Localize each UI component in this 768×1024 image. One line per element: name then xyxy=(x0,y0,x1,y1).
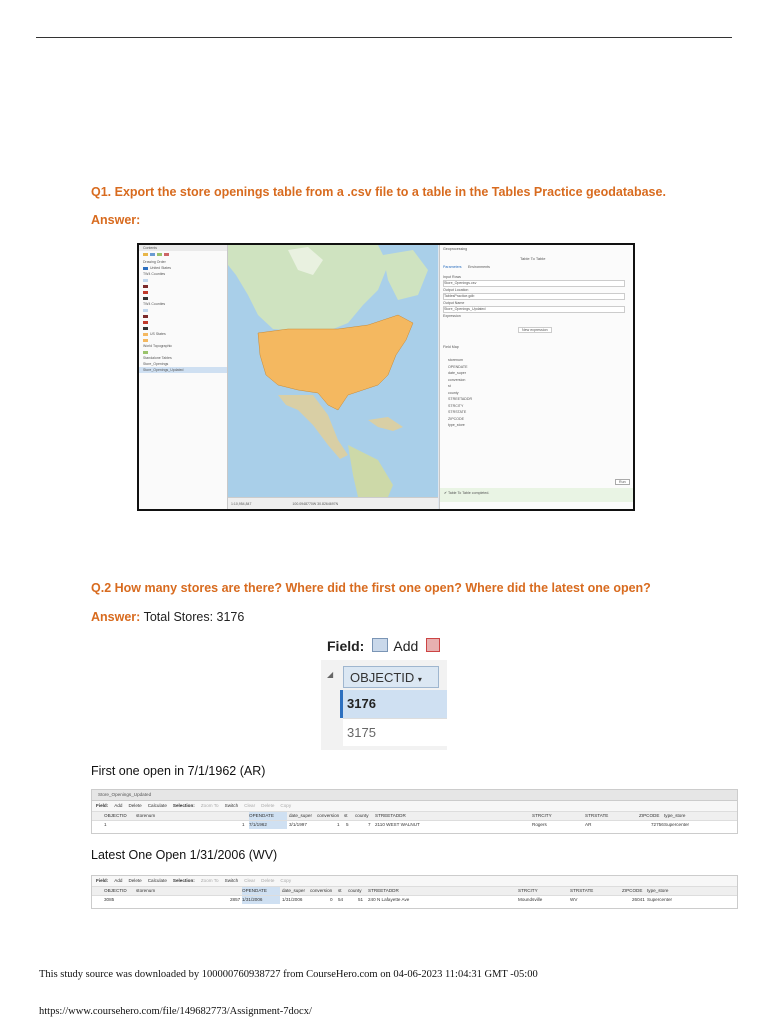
table-tab[interactable]: Store_Openings_Updated xyxy=(92,790,737,801)
answer-2: Answer: Total Stores: 3176 xyxy=(91,610,245,624)
calculate-button[interactable]: Calculate xyxy=(147,878,167,883)
delete-field-icon[interactable] xyxy=(426,638,440,652)
field-toolbar: Field: Add xyxy=(327,638,440,654)
contents-item[interactable]: United States xyxy=(139,265,227,271)
field-map-list: storenum OPENDATE date_super conversion st county STREETADDR STRCITY STRSTATE ZIPCODE type_store xyxy=(448,358,473,427)
copy-button[interactable]: Copy xyxy=(280,878,292,883)
input-rows-field[interactable]: Store_Openings.csv xyxy=(443,280,625,287)
contents-item[interactable]: US States xyxy=(139,331,227,337)
latest-store-table xyxy=(91,875,738,909)
add-field-icon xyxy=(372,638,388,652)
attribute-grid xyxy=(321,660,447,750)
zoom-to-button[interactable]: Zoom To xyxy=(200,878,219,883)
contents-item[interactable]: Standalone Tables xyxy=(143,356,172,360)
contents-toolbar xyxy=(139,251,227,259)
new-expression-button[interactable]: New expression xyxy=(518,327,552,333)
arcgis-screenshot xyxy=(137,243,635,511)
zoom-to-button[interactable]: Zoom To xyxy=(200,803,219,808)
first-store-table xyxy=(91,789,738,834)
table-row[interactable]: 1 1 7/1/1962 3/1/1997 1 5 7 2110 WEST WALNUT Rogers AR 72756 Supercenter xyxy=(104,822,690,827)
param-input-rows: Input Rows xyxy=(443,275,461,279)
latest-open-caption: Latest One Open 1/31/2006 (WV) xyxy=(91,848,278,862)
param-expression: Expression xyxy=(443,314,461,318)
switch-button[interactable]: Switch xyxy=(224,803,239,808)
first-open-caption: First one open in 7/1/1962 (AR) xyxy=(91,764,266,778)
add-field-button[interactable]: Add xyxy=(393,638,419,654)
geo-title: Geoprocessing xyxy=(443,247,468,251)
download-notice: This study source was downloaded by 100000760938727 from CourseHero.com on 04-06-2023 11:04:31 GMT -05:00 xyxy=(39,969,538,980)
calculate-button[interactable]: Calculate xyxy=(147,803,167,808)
table-header: OBJECTID storenum OPENDATE date_super conversion st county STREETADDR STRCITY STRSTATE ZIPCODE type_store xyxy=(92,887,737,896)
table-header: OBJECTID storenum OPENDATE date_super conversion st county STREETADDR STRCITY STRSTATE ZIPCODE type_store xyxy=(92,812,737,821)
sort-corner-icon: ◢ xyxy=(327,670,334,679)
param-output-location: Output Location xyxy=(443,288,469,292)
param-output-name: Output Name xyxy=(443,301,465,305)
source-url[interactable]: https://www.coursehero.com/file/149682773/Assignment-7docx/ xyxy=(39,1006,312,1017)
delete-selection-button[interactable]: Delete xyxy=(261,803,275,808)
table-toolbar: Field: Add Delete Calculate Selection: Zoom To Switch Clear Delete Copy xyxy=(92,801,737,812)
table-toolbar: Field: Add Delete Calculate Selection: Zoom To Switch Clear Delete Copy xyxy=(92,876,737,887)
table-row[interactable]: 3175 xyxy=(343,718,447,746)
tab-environments[interactable]: Environments xyxy=(468,265,490,269)
map-scale[interactable]: 1:10,954,847 xyxy=(231,502,252,506)
question-1: Q1. Export the store openings table from a .csv file to a table in the Tables Practice geodatabase. xyxy=(91,185,666,199)
table-row[interactable]: 3176 xyxy=(343,690,447,718)
objectid-column-header[interactable]: OBJECTID ▾ xyxy=(343,666,439,688)
copy-button[interactable]: Copy xyxy=(280,803,292,808)
geoprocessing-pane xyxy=(439,245,634,509)
switch-button[interactable]: Switch xyxy=(224,878,239,883)
delete-button[interactable]: Delete xyxy=(128,878,142,883)
table-row[interactable]: 3085 2857 1/31/2006 1/31/2006 0 54 51 240 N Lafayette Ave Moundsville WV 26041 Supercenter xyxy=(104,897,673,902)
contents-item[interactable]: World Topographic xyxy=(143,344,173,348)
contents-pane xyxy=(139,245,228,509)
delete-button[interactable]: Delete xyxy=(128,803,142,808)
contents-item[interactable]: Store_Openings_Updated xyxy=(139,367,227,373)
param-field-map: Field Map xyxy=(443,345,459,349)
map-view[interactable] xyxy=(228,245,438,497)
answer-1-label: Answer: xyxy=(91,213,141,227)
map-coordinates: 100.0948770W 30.8264697N xyxy=(292,502,339,506)
clear-button[interactable]: Clear xyxy=(244,878,256,883)
delete-selection-button[interactable]: Delete xyxy=(261,878,275,883)
contents-title: Contents xyxy=(139,245,227,251)
top-rule xyxy=(36,37,732,38)
tool-name: Table To Table xyxy=(520,256,546,261)
add-button[interactable]: Add xyxy=(114,803,123,808)
north-america-map xyxy=(228,245,438,497)
objectid-snippet xyxy=(321,632,447,750)
run-button[interactable]: Run xyxy=(615,479,630,485)
map-status-bar xyxy=(228,497,438,509)
status-text: Table To Table completed. xyxy=(447,491,490,495)
tab-parameters[interactable]: Parameters xyxy=(443,265,462,269)
contents-item[interactable]: Drawing Order xyxy=(143,260,166,264)
success-icon: ✔ xyxy=(444,491,448,495)
contents-item[interactable]: TW4 Counties xyxy=(143,272,166,276)
output-location-field[interactable]: TablesPractice.gdb xyxy=(443,293,625,300)
output-name-field[interactable]: Store_Openings_Updated xyxy=(443,306,625,313)
question-2: Q.2 How many stores are there? Where did the first one open? Where did the latest one open? xyxy=(91,581,651,595)
contents-item[interactable]: Store_Openings xyxy=(143,362,169,366)
clear-button[interactable]: Clear xyxy=(244,803,256,808)
column-menu-icon: ▾ xyxy=(417,675,422,684)
contents-item[interactable]: TW4 Counties xyxy=(143,302,166,306)
status-banner xyxy=(440,488,634,502)
add-button[interactable]: Add xyxy=(114,878,123,883)
